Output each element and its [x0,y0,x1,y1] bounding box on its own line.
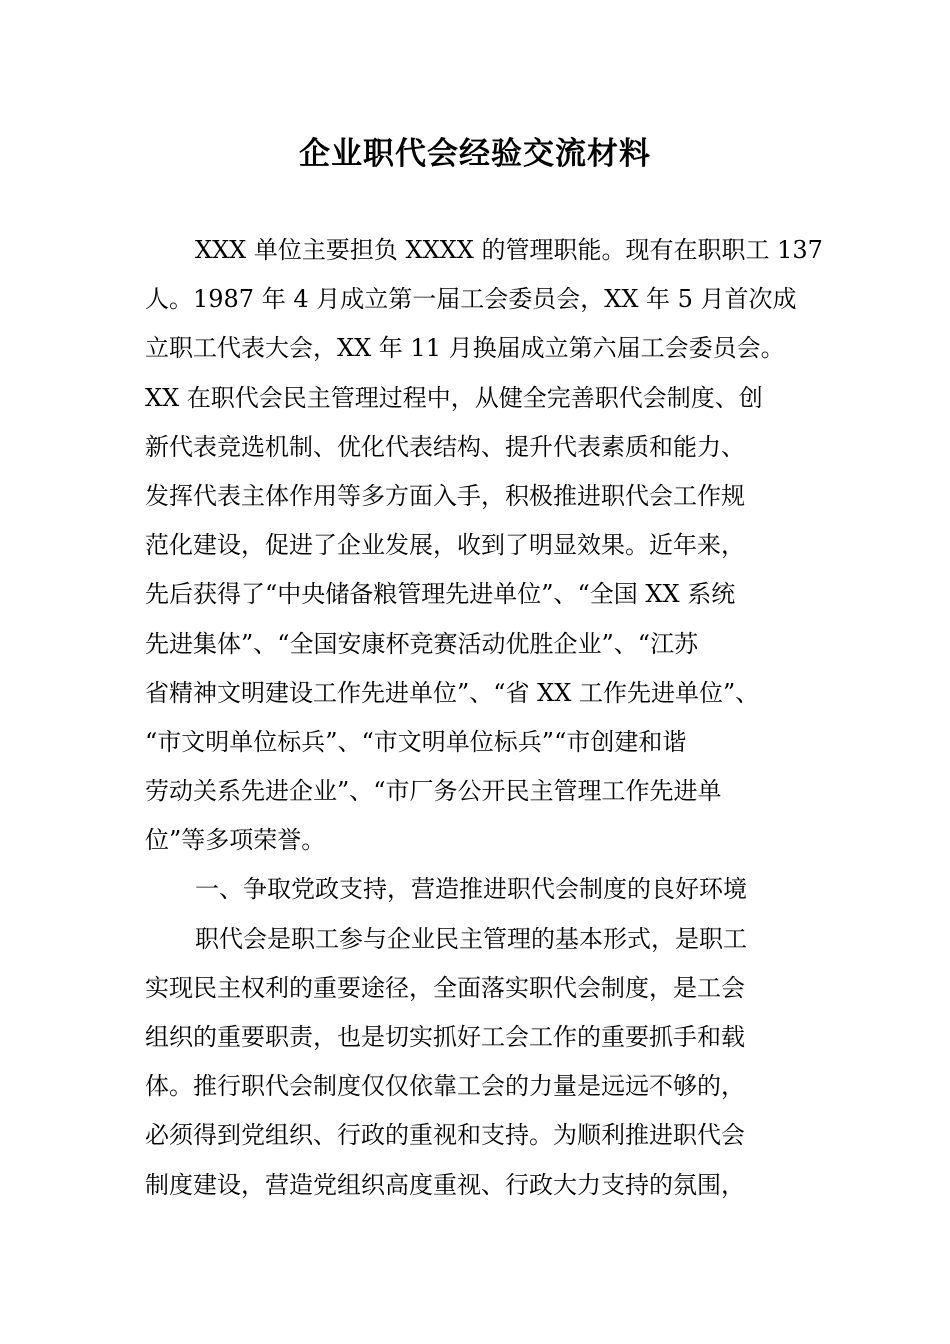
body-line: 制度建设，营造党组织高度重视、行政大力支持的氛围， [145,1170,745,1199]
body-line: “市文明单位标兵”、“市文明单位标兵”“市创建和谐 [145,727,687,756]
body-line: 职代会是职工参与企业民主管理的基本形式，是职工 [195,924,747,953]
body-line: 先后获得了“中央储备粮管理先进单位”、“全国 XX 系统 [145,580,736,609]
body-line: 体。推行职代会制度仅仅依靠工会的力量是远远不够的， [145,1072,745,1101]
body-line: 新代表竞选机制、优化代表结构、提升代表素质和能力、 [145,432,745,461]
section-heading: 一、争取党政支持，营造推进职代会制度的良好环境 [195,875,747,904]
document-body [145,226,825,1210]
body-line: 立职工代表大会，XX 年 11 月换届成立第六届工会委员会。 [145,334,785,363]
document-title: 企业职代会经验交流材料 [299,136,651,172]
body-line: XX 在职代会民主管理过程中，从健全完善职代会制度、创 [145,383,763,412]
body-line: 人。1987 年 4 月成立第一届工会委员会，XX 年 5 月首次成 [145,285,797,314]
body-line: 组织的重要职责，也是切实抓好工会工作的重要抓手和载 [145,1023,745,1051]
body-line: 劳动关系先进企业”、“市厂务公开民主管理工作先进单 [145,777,722,806]
body-line: 位”等多项荣誉。 [145,826,326,855]
body-line: 发挥代表主体作用等多方面入手，积极推进职代会工作规 [145,481,745,510]
body-line: 实现民主权利的重要途径，全面落实职代会制度，是工会 [145,973,745,1002]
body-line: 先进集体”、“全国安康杯竞赛活动优胜企业”、“江苏 [145,629,699,658]
body-line: 必须得到党组织、行政的重视和支持。为顺利推进职代会 [145,1121,745,1150]
body-line: 范化建设，促进了企业发展，收到了明显效果。近年来， [145,531,745,560]
body-line: XXX 单位主要担负 XXXX 的管理职能。现有在职职工 137 [195,236,823,264]
body-line: 省精神文明建设工作先进单位”、“省 XX 工作先进单位”、 [145,678,760,707]
